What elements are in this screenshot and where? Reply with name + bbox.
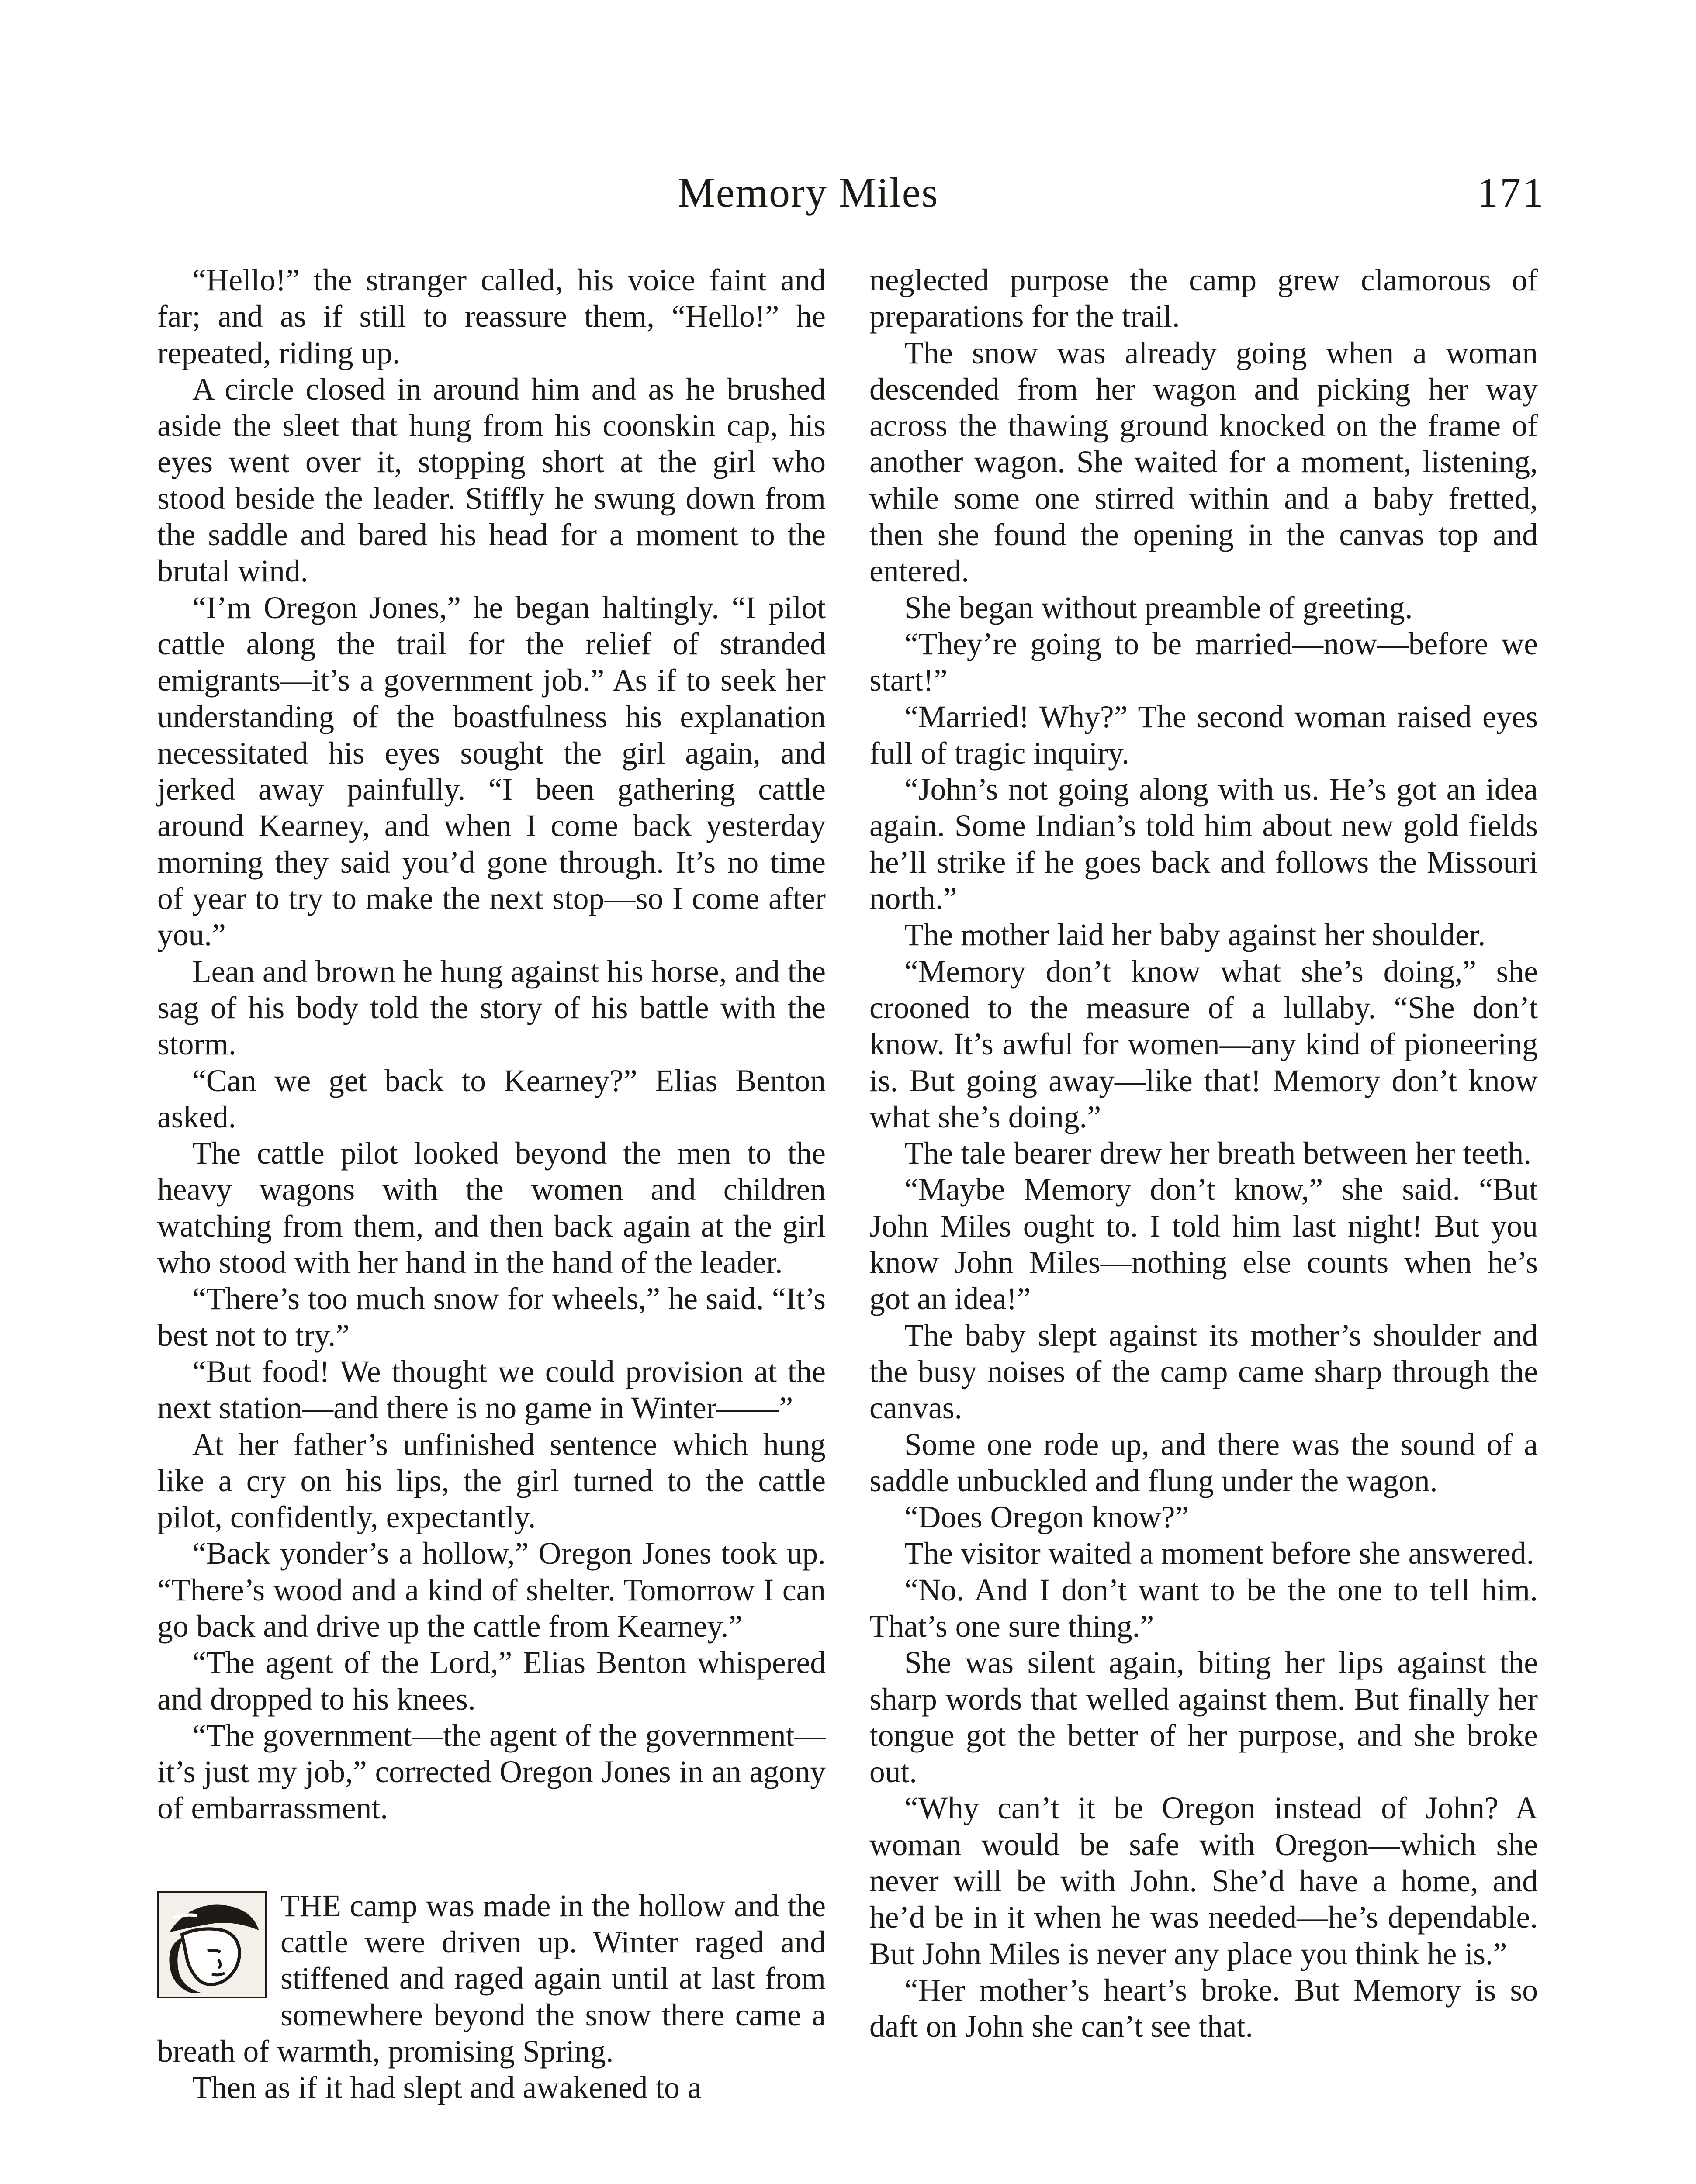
- paragraph: “The government—the agent of the government—it’s just my job,” corrected Oregon Jones in an agony of embarrassment.: [157, 1718, 826, 1826]
- paragraph: “Can we get back to Kearney?” Elias Benton asked.: [157, 1063, 826, 1134]
- paragraph: The tale bearer drew her breath between her teeth.: [904, 1136, 1532, 1171]
- paragraph: “Why can’t it be Oregon instead of John? A woman would be safe with Oregon—which she never will be with John. She’d have a home, and he’d be in it when he was needed—he’s dependable. But John Miles is never any place you think he is.”: [869, 1791, 1538, 1971]
- paragraph: The snow was already going when a woman descended from her wagon and picking her way across the thawing ground knocked on the frame of another wagon. She waited for a moment, listening, while some one stirred within and a baby fretted, then she found the opening in the canvas top and entered.: [869, 335, 1538, 589]
- paragraph: A circle closed in around him and as he brushed aside the sleet that hung from his coonskin cap, his eyes went over it, stopping short at the girl who stood beside the leader. Stiffly he swung down from the saddle and bared his head for a moment to the brutal wind.: [157, 372, 826, 589]
- paragraph: “But food! We thought we could provision at the next station—and there is no game in Winter——”: [157, 1354, 826, 1426]
- paragraph: Lean and brown he hung against his horse, and the sag of his body told the story of his battle with the storm.: [157, 954, 826, 1062]
- paragraph: The cattle pilot looked beyond the men to the heavy wagons with the women and children watching from them, and then back again at the girl who stood with her hand in the hand of the leader.: [157, 1136, 826, 1280]
- section-start-paragraph: THE camp was made in the hollow and the cattle were driven up. Winter raged and stiffened and raged again until at last from somewhere beyond the snow there came a breath of warmth, promising Spring.: [157, 1888, 826, 2069]
- paragraph: The baby slept against its mother’s shoulder and the busy noises of the camp came sharp through the canvas.: [869, 1318, 1538, 1426]
- page-number: 171: [1477, 169, 1545, 216]
- paragraph: “They’re going to be married—now—before we start!”: [869, 626, 1538, 698]
- paragraph: The mother laid her baby against her shoulder.: [904, 918, 1486, 953]
- paragraph: “Her mother’s heart’s broke. But Memory is so daft on John she can’t see that.: [869, 1973, 1538, 2044]
- section-break: [157, 1827, 826, 1888]
- paragraph: “Back yonder’s a hollow,” Oregon Jones took up. “There’s wood and a kind of shelter. Tomorrow I can go back and drive up the cattle from Kearney.”: [157, 1536, 826, 1644]
- paragraph: “Maybe Memory don’t know,” she said. “But John Miles ought to. I told him last night! But you know John Miles—nothing else counts when he’s got an idea!”: [869, 1172, 1538, 1317]
- page-header: [0, 168, 1696, 225]
- left-column: [157, 262, 826, 2106]
- paragraph: At her father’s unfinished sentence which hung like a cry on his lips, the girl turned to the cattle pilot, confidently, expectantly.: [157, 1427, 826, 1535]
- paragraph: “I’m Oregon Jones,” he began haltingly. “I pilot cattle along the trail for the relief of stranded emigrants—it’s a government job.” As if to seek her understanding of the boastfulness his explanation necessitated his eyes sought the girl again, and jerked away painfully. “I been gathering cattle around Kearney, and when I come back yesterday morning they said you’d gone through. It’s no time of year to try to make the next stop—so I come after you.”: [157, 590, 826, 953]
- paragraph: Some one rode up, and there was the sound of a saddle unbuckled and flung under the wagon.: [869, 1427, 1538, 1498]
- paragraph: “Married! Why?” The second woman raised eyes full of tragic inquiry.: [869, 699, 1538, 771]
- paragraph: She was silent again, biting her lips against the sharp words that welled against them. But finally her tongue got the better of her purpose, and she broke out.: [869, 1645, 1538, 1790]
- paragraph: “The agent of the Lord,” Elias Benton whispered and dropped to his knees.: [157, 1645, 826, 1717]
- paragraph: She began without preamble of greeting.: [904, 590, 1413, 625]
- woman-portrait-icon: [157, 1891, 267, 1998]
- continued-paragraph: neglected purpose the camp grew clamorous of preparations for the trail.: [869, 263, 1538, 334]
- running-title: Memory Miles: [678, 169, 939, 216]
- right-column: [869, 262, 1538, 2045]
- paragraph: The visitor waited a moment before she answered.: [904, 1536, 1534, 1571]
- paragraph: “John’s not going along with us. He’s got an idea again. Some Indian’s told him about new gold fields he’ll strike if he goes back and follows the Missouri north.”: [869, 772, 1538, 916]
- paragraph: “Hello!” the stranger called, his voice faint and far; and as if still to reassure them, “Hello!” he repeated, riding up.: [157, 263, 826, 370]
- paragraph: “Does Oregon know?”: [904, 1500, 1189, 1535]
- paragraph: “No. And I don’t want to be the one to tell him. That’s one sure thing.”: [869, 1572, 1538, 1644]
- paragraph: “There’s too much snow for wheels,” he said. “It’s best not to try.”: [157, 1282, 826, 1353]
- paragraph: Then as if it had slept and awakened to a: [192, 2070, 702, 2105]
- paragraph: “Memory don’t know what she’s doing,” she crooned to the measure of a lullaby. “She don’t know. It’s awful for women—any kind of pioneering is. But going away—like that! Memory don’t know what she’s doing.”: [869, 954, 1538, 1134]
